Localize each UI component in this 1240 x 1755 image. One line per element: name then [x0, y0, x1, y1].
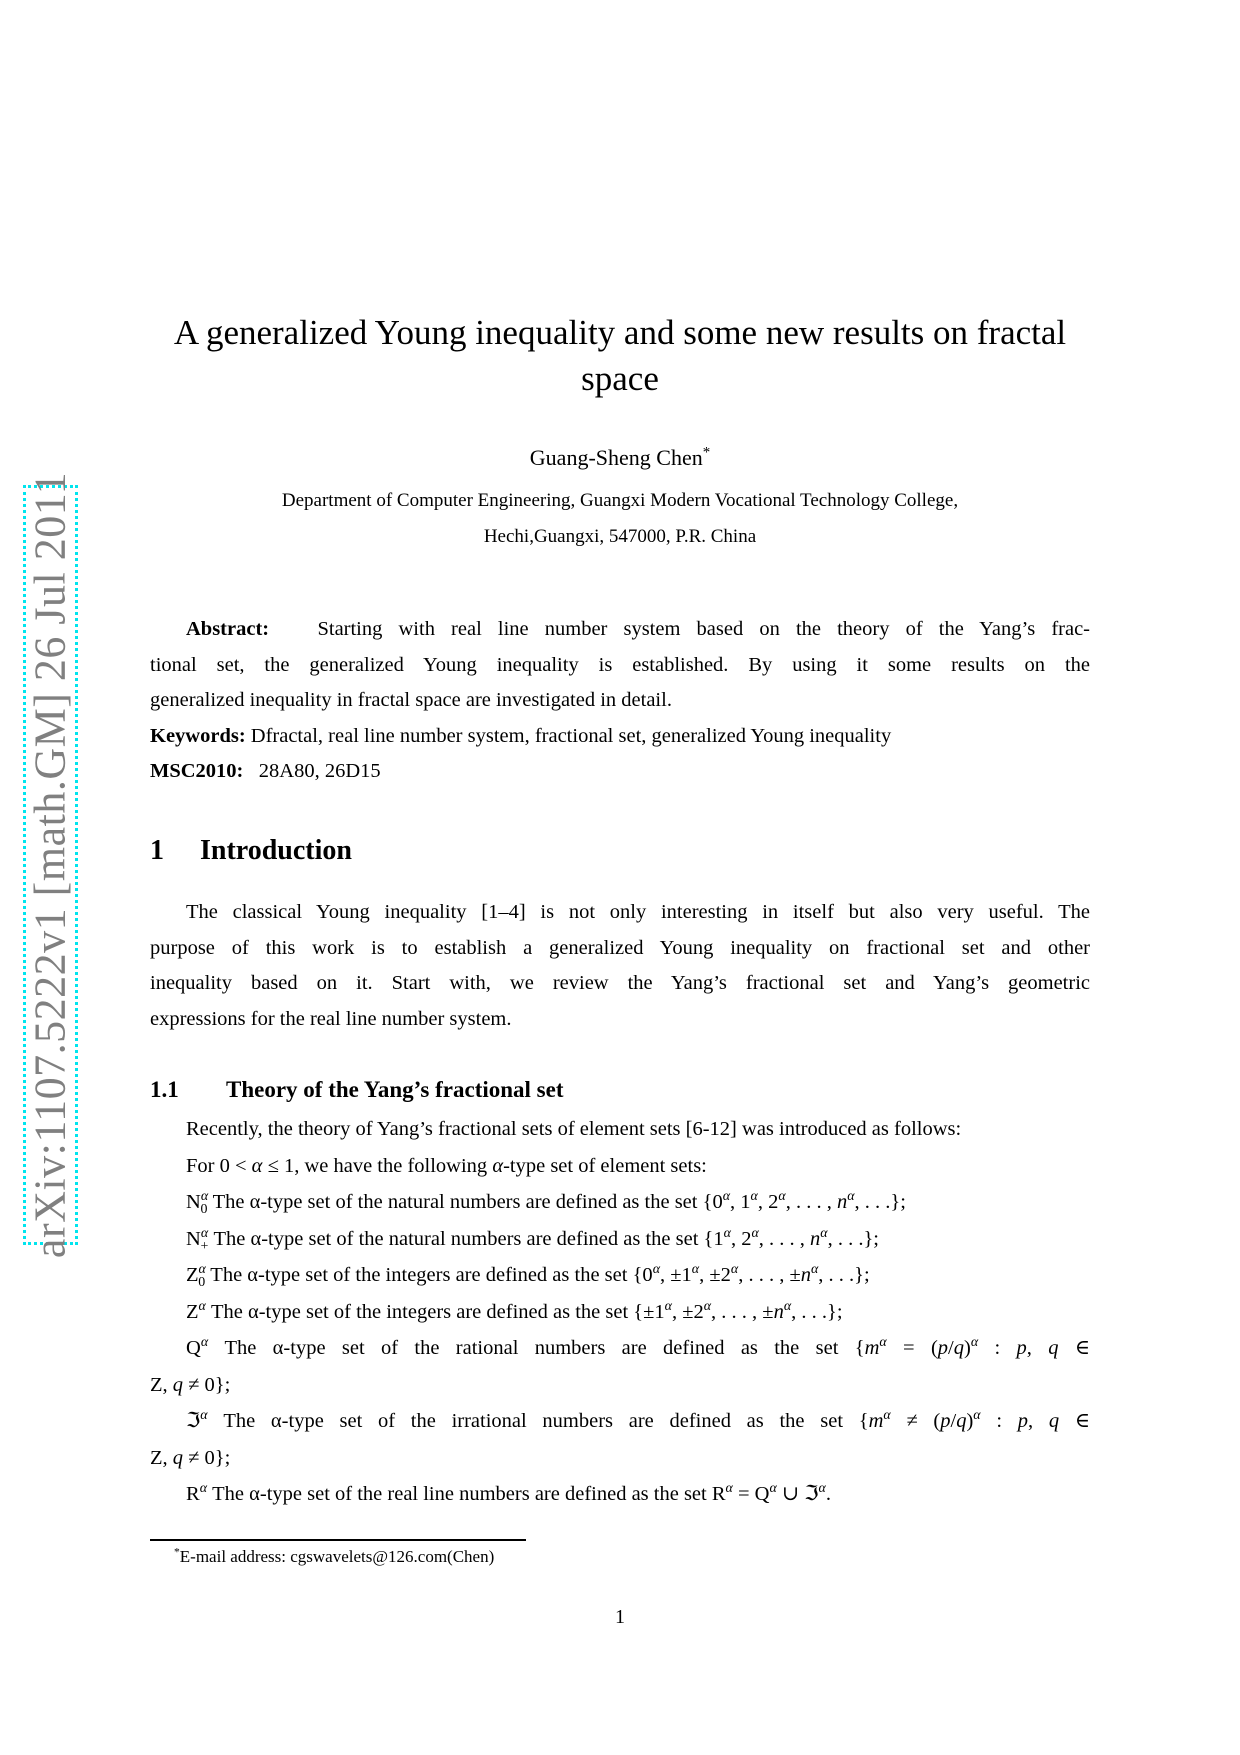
title-line-2: space — [581, 359, 659, 398]
section-number: 1 — [150, 835, 164, 866]
paragraph-line: purpose of this work is to establish a generalized Young inequality on fractional set and other — [150, 936, 1090, 959]
abstract-line-2: tional set, the generalized Young inequality is established. By using it some results on the — [150, 653, 1090, 676]
set-symbol: N — [186, 1191, 201, 1213]
keywords-line — [150, 719, 1090, 755]
set-expression: {$0^\alpha$, $1^\alpha$, $2^\alpha$, . . . , $n^\alpha$, . . .}; — [702, 1189, 906, 1213]
set-expression: {$m^\alpha = (p/q)^\alpha$ : p, q ∈ — [854, 1335, 1090, 1359]
definition-integers: $Z^\alpha$ The α-type set of the integers are defined as the set {$\pm 1^\alpha$, $\pm 2^\alpha$, . . . , $\pm n^\alpha$, . . .}; — [186, 1298, 843, 1323]
set-symbol: Z — [186, 1300, 199, 1323]
msc-value: 28A80, 26D15 — [258, 760, 381, 782]
set-expression: {$1^\alpha$, $2^\alpha$, . . . , $n^\alpha$, . . .}; — [703, 1225, 880, 1250]
definition-text: The α-type set of the natural numbers are defined as the set — [208, 1227, 704, 1250]
section-title: Introduction — [200, 835, 352, 866]
abstract-line-3: generalized inequality in fractal space are investigated in detail. — [150, 689, 672, 711]
affiliation-line-2: Hechi,Guangxi, 547000, P.R. China — [483, 526, 757, 547]
paragraph-line: inequality based on it. Start with, we review the Yang’s fractional set and Yang’s geometric — [150, 972, 1090, 994]
paragraph-line: The classical Young inequality [1–4] is not only interesting in itself but also very useful. The — [186, 901, 1090, 923]
author-name: Guang-Sheng Chen — [529, 445, 703, 470]
definition-irrationals-continuation: Z, q ≠ 0}; — [150, 1446, 231, 1469]
definition-text: The α-type set of the rational numbers are defined as the set — [208, 1337, 855, 1359]
paragraph-line: expressions for the real line number system. — [150, 1007, 512, 1030]
set-symbol: ℑ — [186, 1410, 201, 1432]
title-line-1: A generalized Young inequality and some new results on fractal — [173, 313, 1067, 352]
definition-integers-with-zero: $Z^\alpha_0$ The α-type set of the integers are defined as the set {$0^\alpha$, $\pm 1^\alpha$, $\pm 2^\alpha$, . . . , $\pm n^\alpha$, . . .}; — [186, 1262, 870, 1291]
definition-text: The α-type set of the irrational numbers are defined as the set — [207, 1410, 859, 1432]
abstract-block — [150, 612, 1090, 790]
abstract-label: Abstract: — [186, 618, 270, 640]
definition-text: The α-type set of the natural numbers are defined as the set — [207, 1191, 703, 1213]
definition-text: The α-type set of the integers are defined as the set — [205, 1264, 633, 1286]
set-symbol: R — [186, 1483, 200, 1505]
set-expression: {$0^\alpha$, $\pm 1^\alpha$, $\pm 2^\alpha$, . . . , $\pm n^\alpha$, . . .}; — [632, 1262, 870, 1286]
msc-label: MSC2010: — [150, 760, 244, 782]
subsection-title: Theory of the Yang’s fractional set — [226, 1077, 564, 1102]
definition-rationals: $Q^\alpha$ The α-type set of the rational numbers are defined as the set {$m^\alpha = (p/q)^\alpha$ : p, q ∈ — [186, 1335, 1090, 1359]
set-expression: {$\pm 1^\alpha$, $\pm 2^\alpha$, . . . , $\pm n^\alpha$, . . .}; — [633, 1298, 843, 1323]
footnote-email: E-mail address: cgswavelets@126.com(Chen) — [179, 1547, 495, 1566]
definition-text: The α-type set of the real line numbers are defined as the set — [207, 1483, 712, 1505]
set-symbol: Z — [186, 1264, 199, 1286]
keywords-label: Keywords: — [150, 724, 246, 747]
abstract-line-1: Abstract: Starting with real line number system based on the theory of the Yang’s frac- — [186, 618, 1090, 640]
section-heading-introduction — [150, 835, 352, 867]
footnote-mark: * — [174, 1545, 180, 1559]
definition-natural-positive: $N^\alpha_+$ The α-type set of the natural numbers are defined as the set {$1^\alpha$, $2^\alpha$, . . . , $n^\alpha$, . . .}; — [186, 1225, 880, 1254]
msc-line — [150, 754, 1090, 790]
set-expression: {$m^\alpha \ne (p/q)^\alpha$ : p, q ∈ — [858, 1408, 1091, 1432]
yang-sets-block — [150, 1111, 1090, 1513]
page-number: 1 — [615, 1606, 625, 1628]
definition-natural-with-zero: $N^\alpha_0$ The α-type set of the natural numbers are defined as the set {$0^\alpha$, $1^\alpha$, $2^\alpha$, . . . , $n^\alpha$, . . .}; — [186, 1189, 906, 1218]
affiliation-line-1: Department of Computer Engineering, Guangxi Modern Vocational Technology College, — [281, 490, 959, 511]
introduction-paragraph — [150, 895, 1090, 1037]
paper-title — [150, 310, 1090, 402]
intro-line: Recently, the theory of Yang’s fractional sets of element sets [6-12] was introduced as follows: — [186, 1118, 962, 1140]
footnote-rule — [150, 1539, 526, 1541]
definition-reals: $R^\alpha$ The α-type set of the real line numbers are defined as the set $R^\alpha = Q^\alpha$ ∪ ℑ$^\alpha$. — [186, 1481, 831, 1505]
subsection-number: 1.1 — [150, 1077, 179, 1102]
keywords-value: Dfractal, real line number system, fractional set, generalized Young inequality — [250, 724, 892, 747]
set-symbol: N — [186, 1227, 201, 1250]
definition-text: The α-type set of the integers are defined as the set — [205, 1300, 634, 1323]
definition-rationals-continuation: Z, q ≠ 0}; — [150, 1373, 231, 1396]
author — [150, 445, 1090, 471]
footnote — [174, 1547, 494, 1567]
subsection-heading-yang-fractional-set — [150, 1077, 564, 1103]
definition-irrationals: ℑ$^\alpha$ The α-type set of the irrational numbers are defined as the set {$m^\alpha \ne (p/q)^\alpha$ : p, q ∈ — [186, 1408, 1091, 1432]
set-expression: $R^\alpha = Q^\alpha$ ∪ ℑ$^\alpha$. — [711, 1481, 831, 1505]
author-footnote-mark: * — [702, 444, 711, 461]
arxiv-stamp-text: arXiv:1107.5222v1 [math.GM] 26 Jul 2011 — [25, 471, 75, 1259]
affiliation — [150, 483, 1090, 555]
alpha-range-line: For 0 < α ≤ 1, we have the following α-type set of element sets: — [186, 1154, 707, 1177]
set-symbol: Q — [186, 1337, 201, 1359]
